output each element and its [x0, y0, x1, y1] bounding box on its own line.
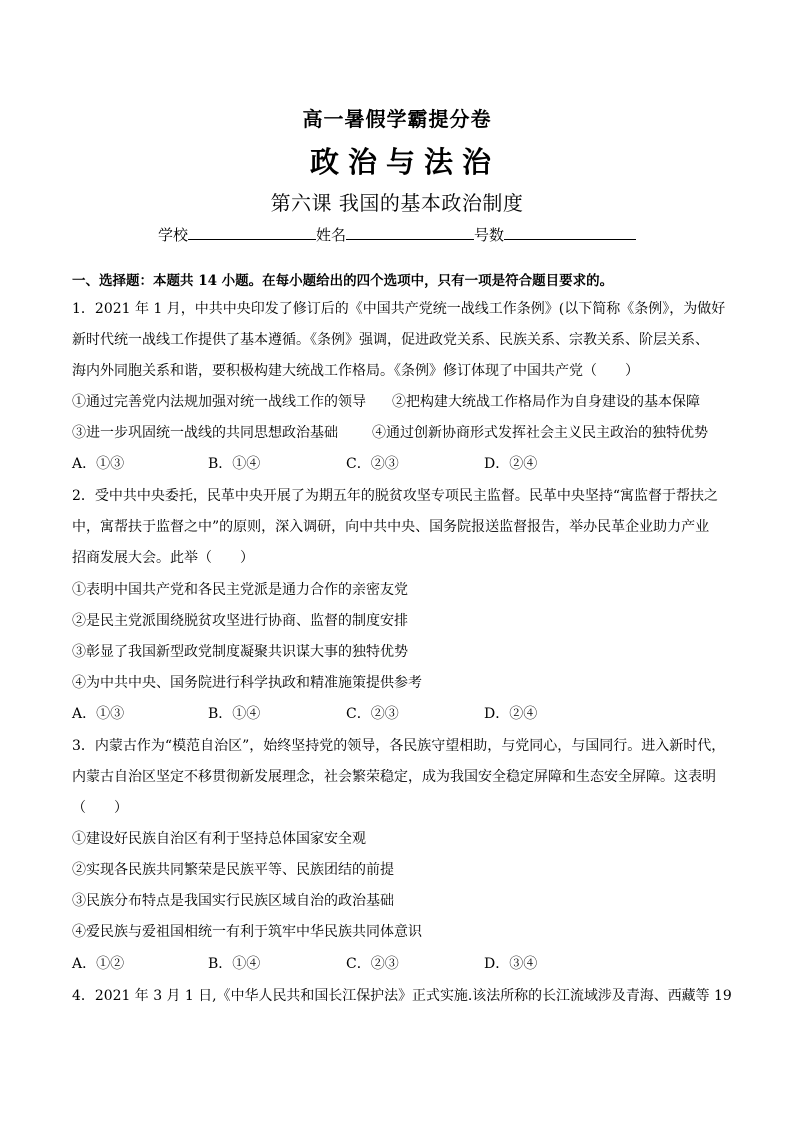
q3-statement: ②实现各民族共同繁荣是民族平等、民族团结的前提 — [72, 862, 394, 878]
q2-stem-line: 中，寓帮扶于监督之中”的原则，深入调研，向中共中央、国务院报送监督报告，举办民革企业助力产业 — [72, 519, 710, 535]
q1-stem-line: 1．2021 年 1 月，中共中央印发了修订后的《中国共产党统一战线工作条例》(以下简称《条例》，为做好 — [72, 301, 726, 317]
q2-stem-line: 2．受中共中央委托，民革中央开展了为期五年的脱贫攻坚专项民主监督。民革中央坚持“寓监督于帮扶之 — [72, 488, 719, 504]
q1-statement: ②把构建大统战工作格局作为自身建设的基本保障 — [392, 394, 700, 410]
q3-stem-line: （ ） — [72, 800, 128, 816]
school-blank[interactable] — [188, 224, 316, 240]
q1-option-c[interactable]: C．②③ — [346, 456, 399, 472]
q3-statement: ③民族分布特点是我国实行民族区域自治的政治基础 — [72, 893, 394, 909]
q3-statement: ①建设好民族自治区有利于坚持总体国家安全观 — [72, 831, 366, 847]
q2-option-d[interactable]: D．②④ — [484, 706, 538, 722]
q1-statement: ③进一步巩固统一战线的共同思想政治基础 — [72, 425, 338, 441]
name-label: 姓名 — [316, 226, 347, 244]
number-blank[interactable] — [504, 224, 636, 240]
q4-stem-line: 4．2021 年 3 月 1 日,《中华人民共和国长江保护法》正式实施.该法所称的长江流域涉及青海、西藏等 19 — [72, 988, 732, 1004]
q3-stem-line: 内蒙古自治区坚定不移贯彻新发展理念，社会繁荣稳定，成为我国安全稳定屏障和生态安全屏障。这表明 — [72, 769, 716, 785]
subject-title: 政治与法治 — [309, 145, 500, 179]
student-info-row — [158, 224, 636, 245]
lesson-title: 第六课 我国的基本政治制度 — [270, 191, 524, 215]
q1-stem-line: 新时代统一战线工作提供了基本遵循。《条例》强调，促进政党关系、民族关系、宗教关系、阶层关系、 — [72, 332, 709, 348]
q2-stem-line: 招商发展大会。此举（ ） — [72, 550, 254, 566]
q2-option-a[interactable]: A．①③ — [72, 706, 125, 722]
q3-option-a[interactable]: A．①② — [72, 956, 125, 972]
name-blank[interactable] — [346, 224, 474, 240]
q1-statement: ④通过创新协商形式发挥社会主义民主政治的独特优势 — [372, 425, 708, 441]
q1-stem-line: 海内外同胞关系和谐，要积极构建大统战工作格局。《条例》修订体现了中国共产党（ ） — [72, 363, 639, 379]
q1-option-d[interactable]: D．②④ — [484, 456, 538, 472]
q1-statement: ①通过完善党内法规加强对统一战线工作的领导 — [72, 394, 366, 410]
q3-statement: ④爱民族与爱祖国相统一有利于筑牢中华民族共同体意识 — [72, 924, 422, 940]
q2-statement: ③彰显了我国新型政党制度凝聚共识谋大事的独特优势 — [72, 644, 408, 660]
number-label: 号数 — [474, 226, 505, 244]
q3-option-c[interactable]: C．②③ — [346, 956, 399, 972]
q2-statement: ④为中共中央、国务院进行科学执政和精准施策提供参考 — [72, 675, 422, 691]
q2-option-c[interactable]: C．②③ — [346, 706, 399, 722]
series-title: 高一暑假学霸提分卷 — [302, 107, 492, 131]
q2-option-b[interactable]: B．①④ — [208, 706, 261, 722]
q1-option-b[interactable]: B．①④ — [208, 456, 261, 472]
school-label: 学校 — [158, 226, 189, 244]
q3-option-b[interactable]: B．①④ — [208, 956, 261, 972]
q1-option-a[interactable]: A．①③ — [72, 456, 125, 472]
q3-option-d[interactable]: D．③④ — [484, 956, 538, 972]
q2-statement: ②是民主党派围绕脱贫攻坚进行协商、监督的制度安排 — [72, 613, 408, 629]
q3-stem-line: 3．内蒙古作为“模范自治区”，始终坚持党的领导，各民族守望相助，与党同心，与国同行。进入新时代， — [72, 738, 726, 754]
q2-statement: ①表明中国共产党和各民主党派是通力合作的亲密友党 — [72, 582, 408, 598]
section-heading: 一、选择题：本题共 14 小题。在每小题给出的四个选项中，只有一项是符合题目要求的。 — [72, 273, 614, 289]
